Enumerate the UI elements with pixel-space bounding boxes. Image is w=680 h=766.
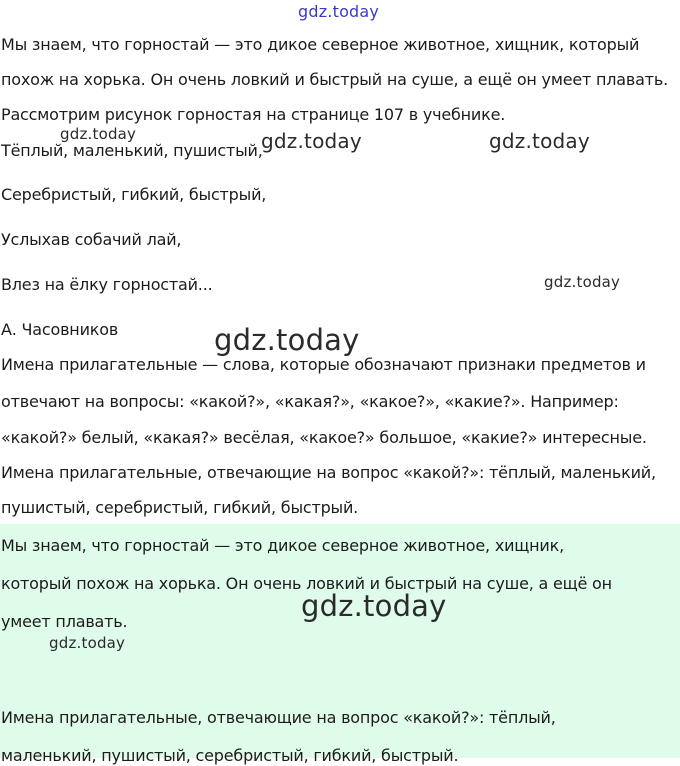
answer-line: маленький, пушистый, серебристый, гибкий, быстрый. (1, 746, 459, 765)
poem-author: А. Часовников (1, 320, 119, 339)
watermark-text: gdz.today (60, 125, 137, 143)
watermark-text: gdz.today (301, 589, 447, 623)
answer-line: Мы знаем, что горностай — это дикое северное животное, хищник, (1, 536, 564, 555)
rule-line: пушистый, серебристый, гибкий, быстрый. (1, 498, 359, 517)
answer-line: умеет плавать. (1, 612, 128, 631)
poem-line: Тёплый, маленький, пушистый, (1, 141, 263, 160)
watermark-text: gdz.today (261, 129, 362, 153)
rule-line: «какой?» белый, «какая?» весёлая, «какое?» большое, «какие?» интересные. (1, 428, 647, 447)
answer-line: Имена прилагательные, отвечающие на вопрос «какой?»: тёплый, (1, 708, 556, 727)
watermark-text: gdz.today (214, 323, 360, 357)
watermark-text: gdz.today (544, 273, 621, 291)
paragraph-line: Рассмотрим рисунок горностая на странице 107 в учебнике. (1, 105, 506, 124)
rule-line: Имена прилагательные — слова, которые обозначают признаки предметов и (1, 355, 646, 374)
rule-line: отвечают на вопросы: «какой?», «какая?», «какое?», «какие?». Например: (1, 392, 619, 411)
poem-line: Влез на ёлку горностай... (1, 275, 213, 294)
watermark-text: gdz.today (489, 129, 590, 153)
poem-line: Серебристый, гибкий, быстрый, (1, 185, 267, 204)
paragraph-line: Мы знаем, что горностай — это дикое северное животное, хищник, который (1, 35, 640, 54)
rule-line: Имена прилагательные, отвечающие на вопрос «какой?»: тёплый, маленький, (1, 463, 656, 482)
answer-line: который похож на хорька. Он очень ловкий и быстрый на суше, а ещё он (1, 574, 612, 593)
paragraph-line: похож на хорька. Он очень ловкий и быстрый на суше, а ещё он умеет плавать. (1, 70, 668, 89)
poem-line: Услыхав собачий лай, (1, 230, 182, 249)
watermark-text: gdz.today (298, 2, 380, 21)
watermark-text: gdz.today (49, 634, 126, 652)
